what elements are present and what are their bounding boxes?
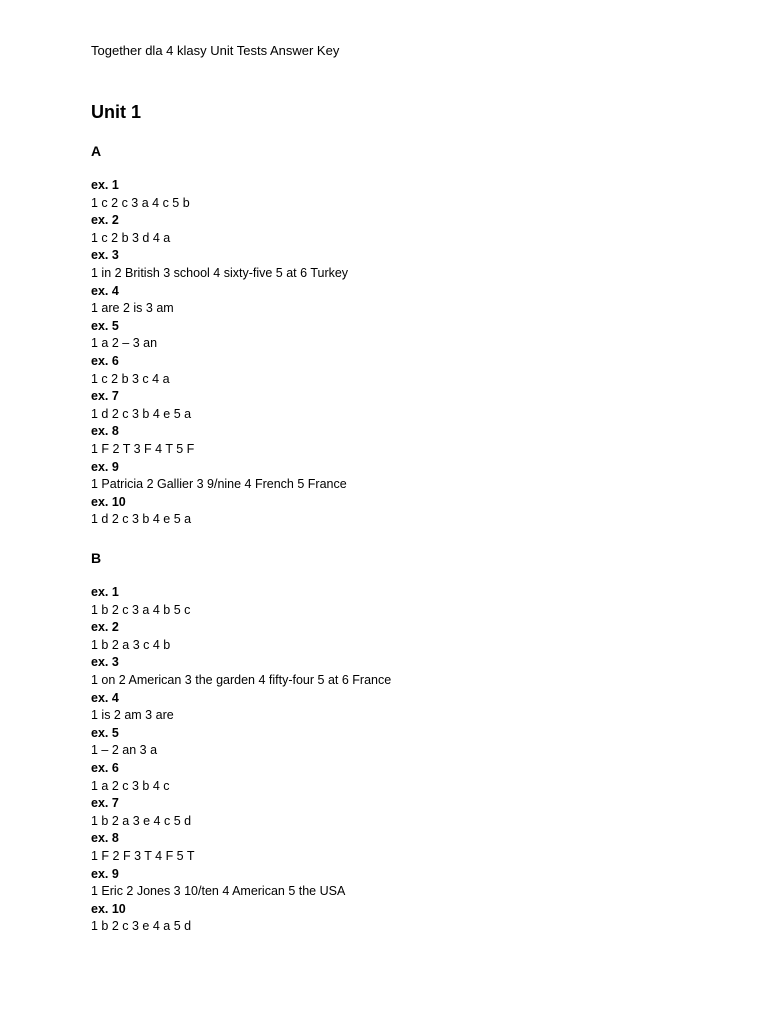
exercise-answer: 1 b 2 c 3 a 4 b 5 c	[91, 602, 191, 617]
exercise-answer: 1 c 2 c 3 a 4 c 5 b	[91, 195, 190, 210]
exercise-4	[91, 283, 348, 318]
exercise-3	[91, 654, 391, 689]
exercise-label: ex. 7	[91, 389, 119, 404]
exercise-2	[91, 212, 348, 247]
exercise-answer: 1 d 2 c 3 b 4 e 5 a	[91, 512, 192, 527]
exercise-8	[91, 830, 391, 865]
section-b	[91, 549, 391, 936]
exercise-label: ex. 3	[91, 655, 119, 670]
exercise-answer: 1 c 2 b 3 c 4 a	[91, 371, 170, 386]
exercise-label: ex. 1	[91, 585, 119, 599]
exercise-label: ex. 1	[91, 178, 119, 192]
exercise-answer: 1 a 2 – 3 an	[91, 336, 158, 351]
exercise-answer: 1 Patricia 2 Gallier 3 9/nine 4 French 5 France	[91, 477, 347, 492]
exercise-label: ex. 4	[91, 283, 119, 298]
exercise-answer: 1 b 2 c 3 e 4 a 5 d	[91, 919, 192, 934]
exercise-answer: 1 b 2 a 3 e 4 c 5 d	[91, 813, 192, 828]
exercise-label: ex. 9	[91, 459, 119, 474]
exercise-label: ex. 10	[91, 901, 126, 916]
exercise-label: ex. 6	[91, 353, 119, 368]
exercise-label: ex. 8	[91, 831, 119, 846]
exercise-9	[91, 866, 391, 901]
exercise-answer: 1 a 2 c 3 b 4 c	[91, 778, 170, 793]
exercise-label: ex. 7	[91, 796, 119, 811]
section-title: B	[91, 550, 102, 566]
exercise-label: ex. 2	[91, 213, 119, 228]
exercise-4	[91, 690, 391, 725]
exercise-9	[91, 459, 348, 494]
exercise-label: ex. 9	[91, 866, 119, 881]
unit-title: Unit 1	[91, 102, 142, 122]
section-title: A	[91, 143, 102, 159]
exercise-list	[91, 177, 348, 529]
exercise-5	[91, 725, 391, 760]
exercise-answer: 1 Eric 2 Jones 3 10/ten 4 American 5 the USA	[91, 884, 346, 899]
exercise-label: ex. 6	[91, 760, 119, 775]
exercise-5	[91, 318, 348, 353]
exercise-3	[91, 247, 348, 282]
exercise-answer: 1 is 2 am 3 are	[91, 708, 174, 723]
exercise-label: ex. 2	[91, 620, 119, 635]
exercise-1	[91, 584, 391, 619]
exercise-answer: 1 – 2 an 3 a	[91, 743, 158, 758]
exercise-answer: 1 on 2 American 3 the garden 4 fifty-four 5 at 6 France	[91, 672, 392, 687]
exercise-1	[91, 177, 348, 212]
exercise-answer: 1 c 2 b 3 d 4 a	[91, 230, 171, 245]
exercise-6	[91, 760, 391, 795]
exercise-label: ex. 10	[91, 494, 126, 509]
exercise-7	[91, 795, 391, 830]
exercise-label: ex. 8	[91, 424, 119, 439]
exercise-label: ex. 3	[91, 248, 119, 263]
section-a	[91, 142, 348, 529]
exercise-answer: 1 b 2 a 3 c 4 b	[91, 637, 171, 652]
exercise-answer: 1 F 2 F 3 T 4 F 5 T	[91, 848, 195, 863]
exercise-2	[91, 619, 391, 654]
exercise-answer: 1 are 2 is 3 am	[91, 301, 174, 316]
exercise-list	[91, 584, 391, 936]
exercise-7	[91, 388, 348, 423]
exercise-label: ex. 5	[91, 318, 119, 333]
exercise-answer: 1 d 2 c 3 b 4 e 5 a	[91, 406, 192, 421]
exercise-6	[91, 353, 348, 388]
exercise-label: ex. 5	[91, 725, 119, 740]
exercise-label: ex. 4	[91, 690, 119, 705]
exercise-10	[91, 494, 348, 529]
exercise-answer: 1 in 2 British 3 school 4 sixty-five 5 at 6 Turkey	[91, 265, 349, 280]
exercise-10	[91, 901, 391, 936]
document-header: Together dla 4 klasy Unit Tests Answer Key	[91, 43, 340, 58]
exercise-8	[91, 423, 348, 458]
exercise-answer: 1 F 2 T 3 F 4 T 5 F	[91, 441, 195, 456]
